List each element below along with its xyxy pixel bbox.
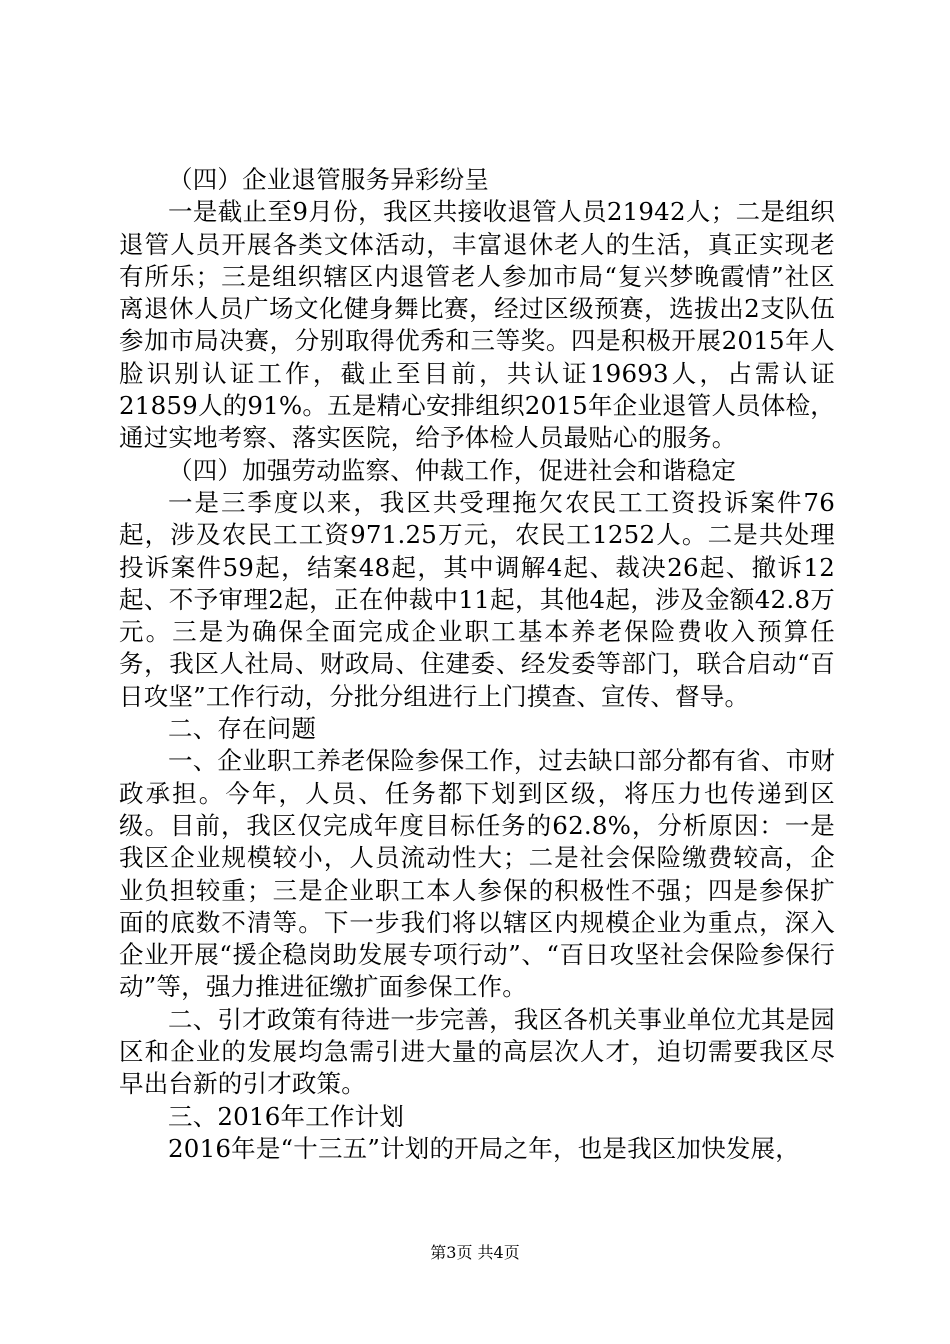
section-heading-labor-supervision: （四）加强劳动监察、仲裁工作，促进社会和谐稳定 (168, 455, 737, 485)
section-heading-retiree-services: （四）企业退管服务异彩纷呈 (168, 165, 490, 194)
page-number-footer: 第3页 共4页 (430, 1243, 520, 1262)
section-heading-2016-plan: 三、2016年工作计划 (168, 1101, 405, 1131)
paragraph-labor-supervision: 一是三季度以来，我区共受理拖欠农民工工资投诉案件76起，涉及农民工工资971.25万元，农民工1252人。二是共处理投诉案件59起，结案48起，其中调解4起、裁决26起、撤诉12起、不予审理2起，正在仲裁中11起，其他4起，涉及金额42.8万元。三是为确保全面完成企业职工基本养老保险费收入预算任务，我区人社局、财政局、住建委、经发委等部门，联合启动“百日攻坚”工作行动，分批分组进行上门摸查、宣传、督导。 (119, 487, 835, 711)
paragraph-2016-plan: 2016年是“十三五”计划的开局之年，也是我区加快发展， (168, 1133, 800, 1163)
section-heading-existing-problems: 二、存在问题 (168, 714, 317, 744)
paragraph-problem-pension: 一、企业职工养老保险参保工作，过去缺口部分都有省、市财政承担。今年，人员、任务都下划到区级，将压力也传递到区级。目前，我区仅完成年度目标任务的62.8%，分析原因：一是我区企业规模较小，人员流动性大；二是社会保险缴费较高，企业负担较重；三是企业职工本人参保的积极性不强；四是参保扩面的底数不清等。下一步我们将以辖区内规模企业为重点，深入企业开展“援企稳岗助发展专项行动”、“百日攻坚社会保险参保行动”等，强力推进征缴扩面参保工作。 (119, 746, 835, 1002)
document-body (119, 164, 835, 1165)
paragraph-problem-talent-policy: 二、引才政策有待进一步完善，我区各机关事业单位尤其是园区和企业的发展均急需引进大量的高层次人才，迫切需要我区尽早出台新的引才政策。 (119, 1004, 835, 1099)
paragraph-retiree-services: 一是截止至9月份，我区共接收退管人员21942人；二是组织退管人员开展各类文体活动，丰富退休老人的生活，真正实现老有所乐；三是组织辖区内退管老人参加市局“复兴梦晚霞情”社区离退休人员广场文化健身舞比赛，经过区级预赛，选拔出2支队伍参加市局决赛，分别取得优秀和三等奖。四是积极开展2015年人脸识别认证工作，截止至目前，共认证19693人，占需认证21859人的91%。五是精心安排组织2015年企业退管人员体检，通过实地考察、落实医院，给予体检人员最贴心的服务。 (119, 197, 835, 453)
